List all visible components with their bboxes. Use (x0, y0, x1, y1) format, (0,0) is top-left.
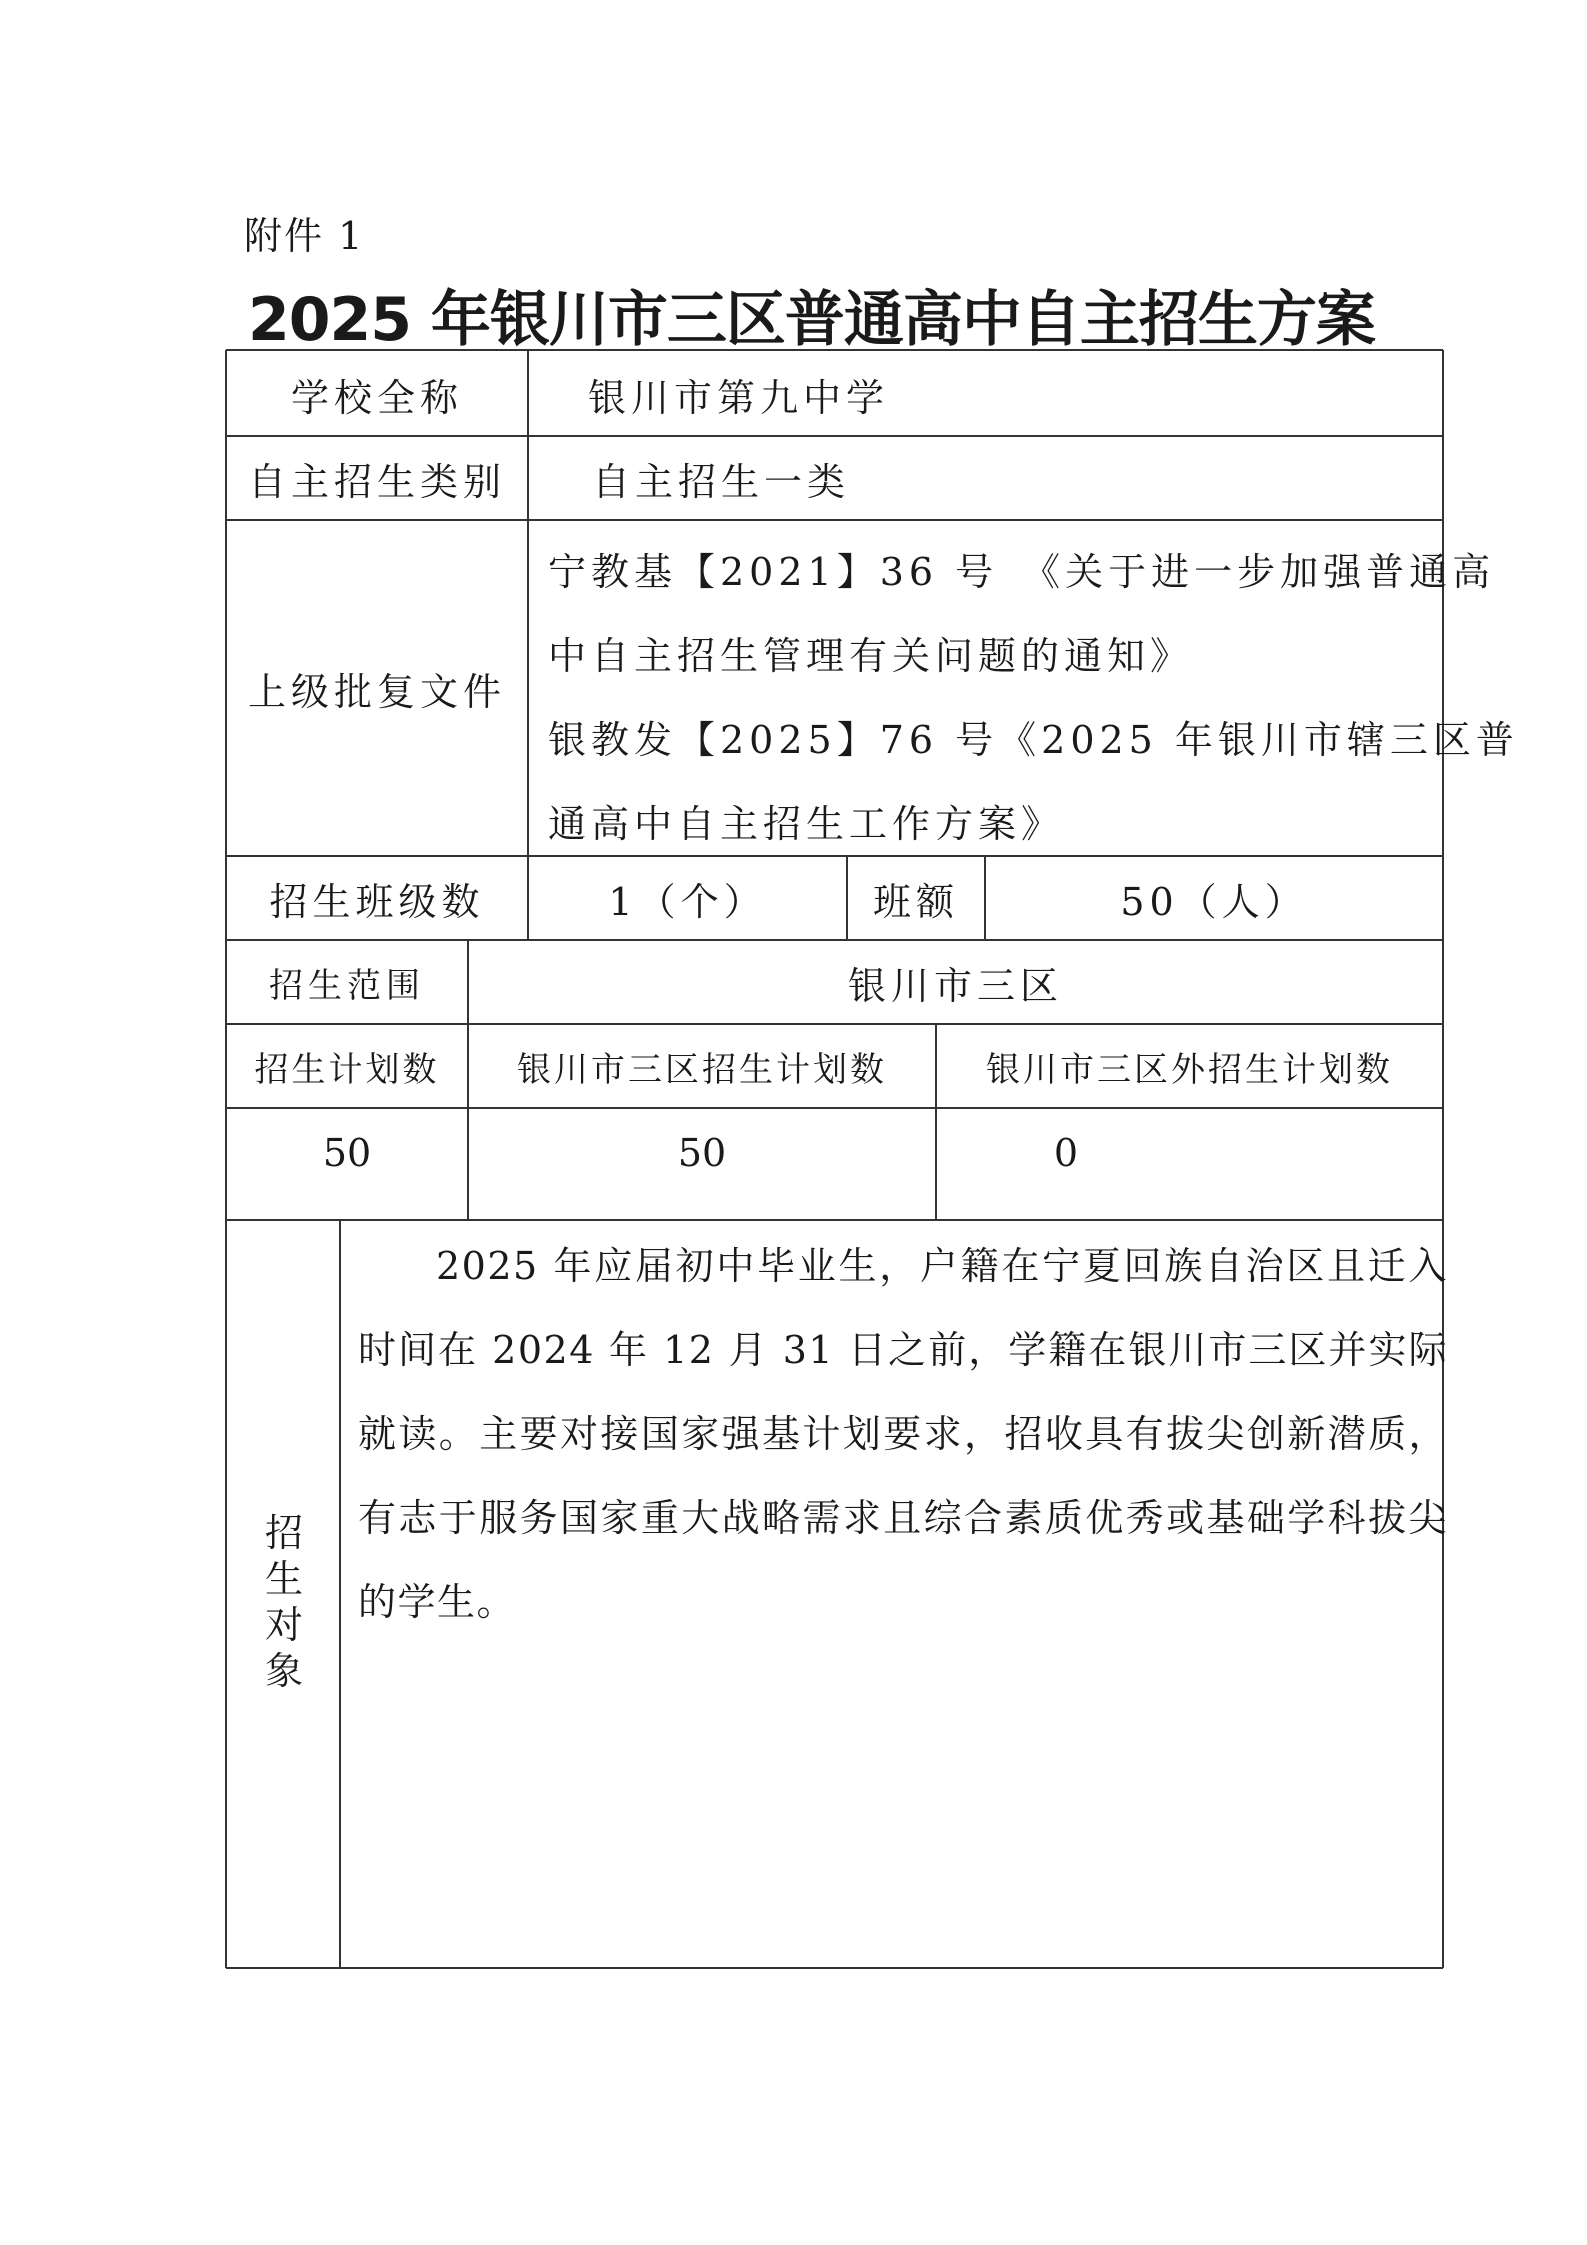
approval-line: 中自主招生管理有关问题的通知》 (548, 634, 1194, 678)
plan-in-label: 银川市三区招生计划数 (517, 1049, 887, 1090)
attachment-label: 附件 1 (244, 214, 365, 258)
plan-out-label: 银川市三区外招生计划数 (986, 1049, 1393, 1090)
approval-label: 上级批复文件 (247, 669, 506, 714)
scope-value: 银川市三区 (847, 963, 1063, 1008)
class-size-value: 50（人） (1120, 879, 1308, 924)
approval-line: 银教发【2025】76 号《2025 年银川市辖三区普 (548, 718, 1519, 762)
plan-total-value: 50 (322, 1131, 372, 1175)
approval-line: 通高中自主招生工作方案》 (548, 802, 1065, 846)
plan-in-value: 50 (677, 1131, 727, 1175)
class-size-label: 班额 (872, 879, 959, 924)
plan-out-value: 0 (1053, 1131, 1079, 1175)
object-label-char: 象 (264, 1649, 303, 1693)
class-count-label: 招生班级数 (269, 879, 485, 924)
object-label (228, 1510, 340, 1694)
page-title: 2025 年银川市三区普通高中自主招生方案 (248, 285, 1375, 355)
object-label-char: 对 (264, 1603, 303, 1647)
plan-label: 招生计划数 (254, 1049, 440, 1090)
object-label-char: 招 (264, 1511, 303, 1555)
class-count-value: 1（个） (608, 879, 767, 924)
object-text: 2025 年应届初中毕业生，户籍在宁夏回族自治区且迁入时间在 2024 年 12 月 31 日之前，学籍在银川市三区并实际就读。主要对接国家强基计划要求，招收具有拔尖创新潜质，有志于服务国家重大战略需求且综合素质优秀或基础学科拔尖的学生。 (358, 1244, 1448, 1624)
category-label: 自主招生类别 (247, 459, 506, 504)
category-value: 自主招生一类 (592, 459, 851, 504)
school-name-value: 银川市第九中学 (588, 375, 890, 420)
school-name-label: 学校全称 (290, 375, 463, 420)
approval-line: 宁教基【2021】36 号 《关于进一步加强普通高 (548, 550, 1496, 594)
scope-label: 招生范围 (269, 965, 425, 1006)
approval-docs (548, 530, 1519, 866)
object-label-char: 生 (264, 1557, 303, 1601)
